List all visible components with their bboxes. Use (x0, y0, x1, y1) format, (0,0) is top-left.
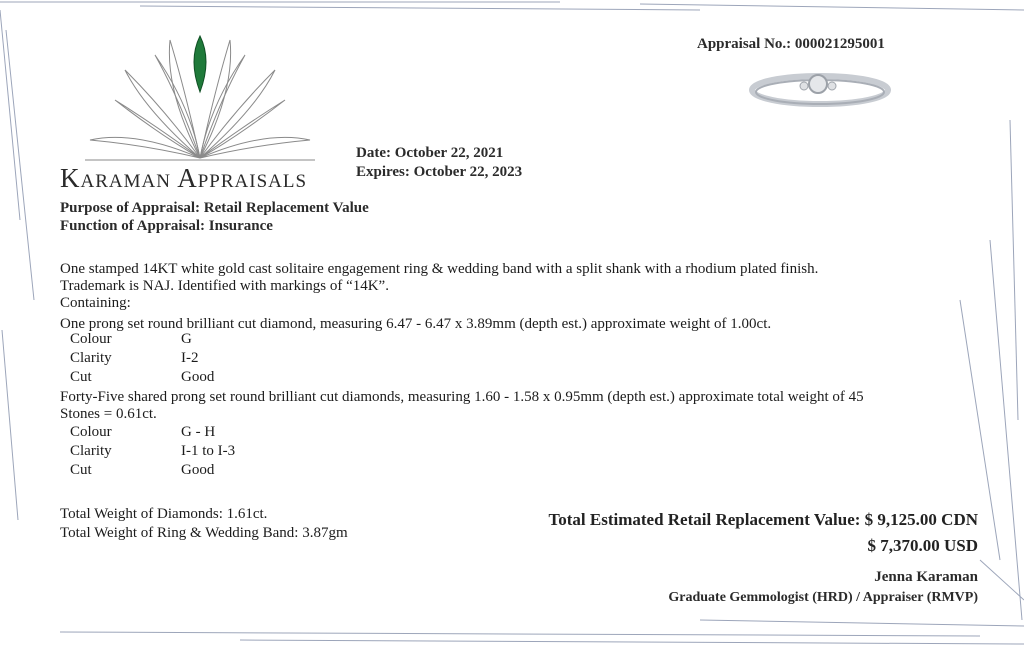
spec-label: Colour (70, 331, 112, 347)
total-retail-value-usd: $ 7,370.00 USD (867, 536, 978, 555)
spec-value: Good (181, 369, 215, 385)
spec-label: Clarity (70, 443, 112, 459)
spec-value: G (181, 331, 192, 347)
containing-label: Containing: (60, 295, 131, 311)
purpose-of-appraisal: Purpose of Appraisal: Retail Replacement Value (60, 200, 369, 216)
spec-value: I-2 (181, 350, 199, 366)
spec-value: I-1 to I-3 (181, 443, 236, 459)
item-description-line-1: One stamped 14KT white gold cast solitaire engagement ring & wedding band with a split shank with a rhodium plated finish. (60, 261, 819, 277)
spec-label: Cut (70, 462, 92, 478)
spec-label: Clarity (70, 350, 112, 366)
total-diamond-weight: Total Weight of Diamonds: 1.61ct. (60, 506, 268, 522)
total-ring-weight: Total Weight of Ring & Wedding Band: 3.87gm (60, 525, 348, 541)
leaf-fan-logo-icon (85, 30, 315, 165)
appraisal-number: Appraisal No.: 000021295001 (697, 36, 885, 52)
center-stone-description: One prong set round brilliant cut diamond, measuring 6.47 - 6.47 x 3.89mm (depth est.) approximate weight of 1.00ct. (60, 316, 772, 332)
function-of-appraisal: Function of Appraisal: Insurance (60, 218, 273, 234)
emerald-gem-icon (194, 36, 206, 92)
appraiser-title: Graduate Gemmologist (HRD) / Appraiser (RMVP) (668, 590, 978, 605)
spec-value: G - H (181, 424, 216, 440)
appraiser-name: Jenna Karaman (874, 569, 978, 585)
spec-label: Cut (70, 369, 92, 385)
spec-label: Colour (70, 424, 112, 440)
side-stones-description-line-1: Forty-Five shared prong set round brilliant cut diamonds, measuring 1.60 - 1.58 x 0.95mm (depth est.) approximate total weight of 45 (60, 389, 864, 405)
total-retail-value-cdn: Total Estimated Retail Replacement Value: $ 9,125.00 CDN (548, 510, 978, 529)
center-stone-specs (0, 330, 400, 390)
side-stones-specs (0, 423, 400, 483)
spec-value: Good (181, 462, 215, 478)
ring-photo (748, 62, 893, 120)
company-logo (85, 30, 315, 165)
side-stones-description-line-2: Stones = 0.61ct. (60, 406, 157, 422)
company-name: Karaman Appraisals (60, 163, 308, 193)
expiry-date: Expires: October 22, 2023 (356, 164, 523, 180)
appraisal-date: Date: October 22, 2021 (356, 145, 504, 161)
item-description-line-2: Trademark is NAJ. Identified with markings of “14K”. (60, 278, 389, 294)
ring-image-icon (748, 62, 893, 120)
